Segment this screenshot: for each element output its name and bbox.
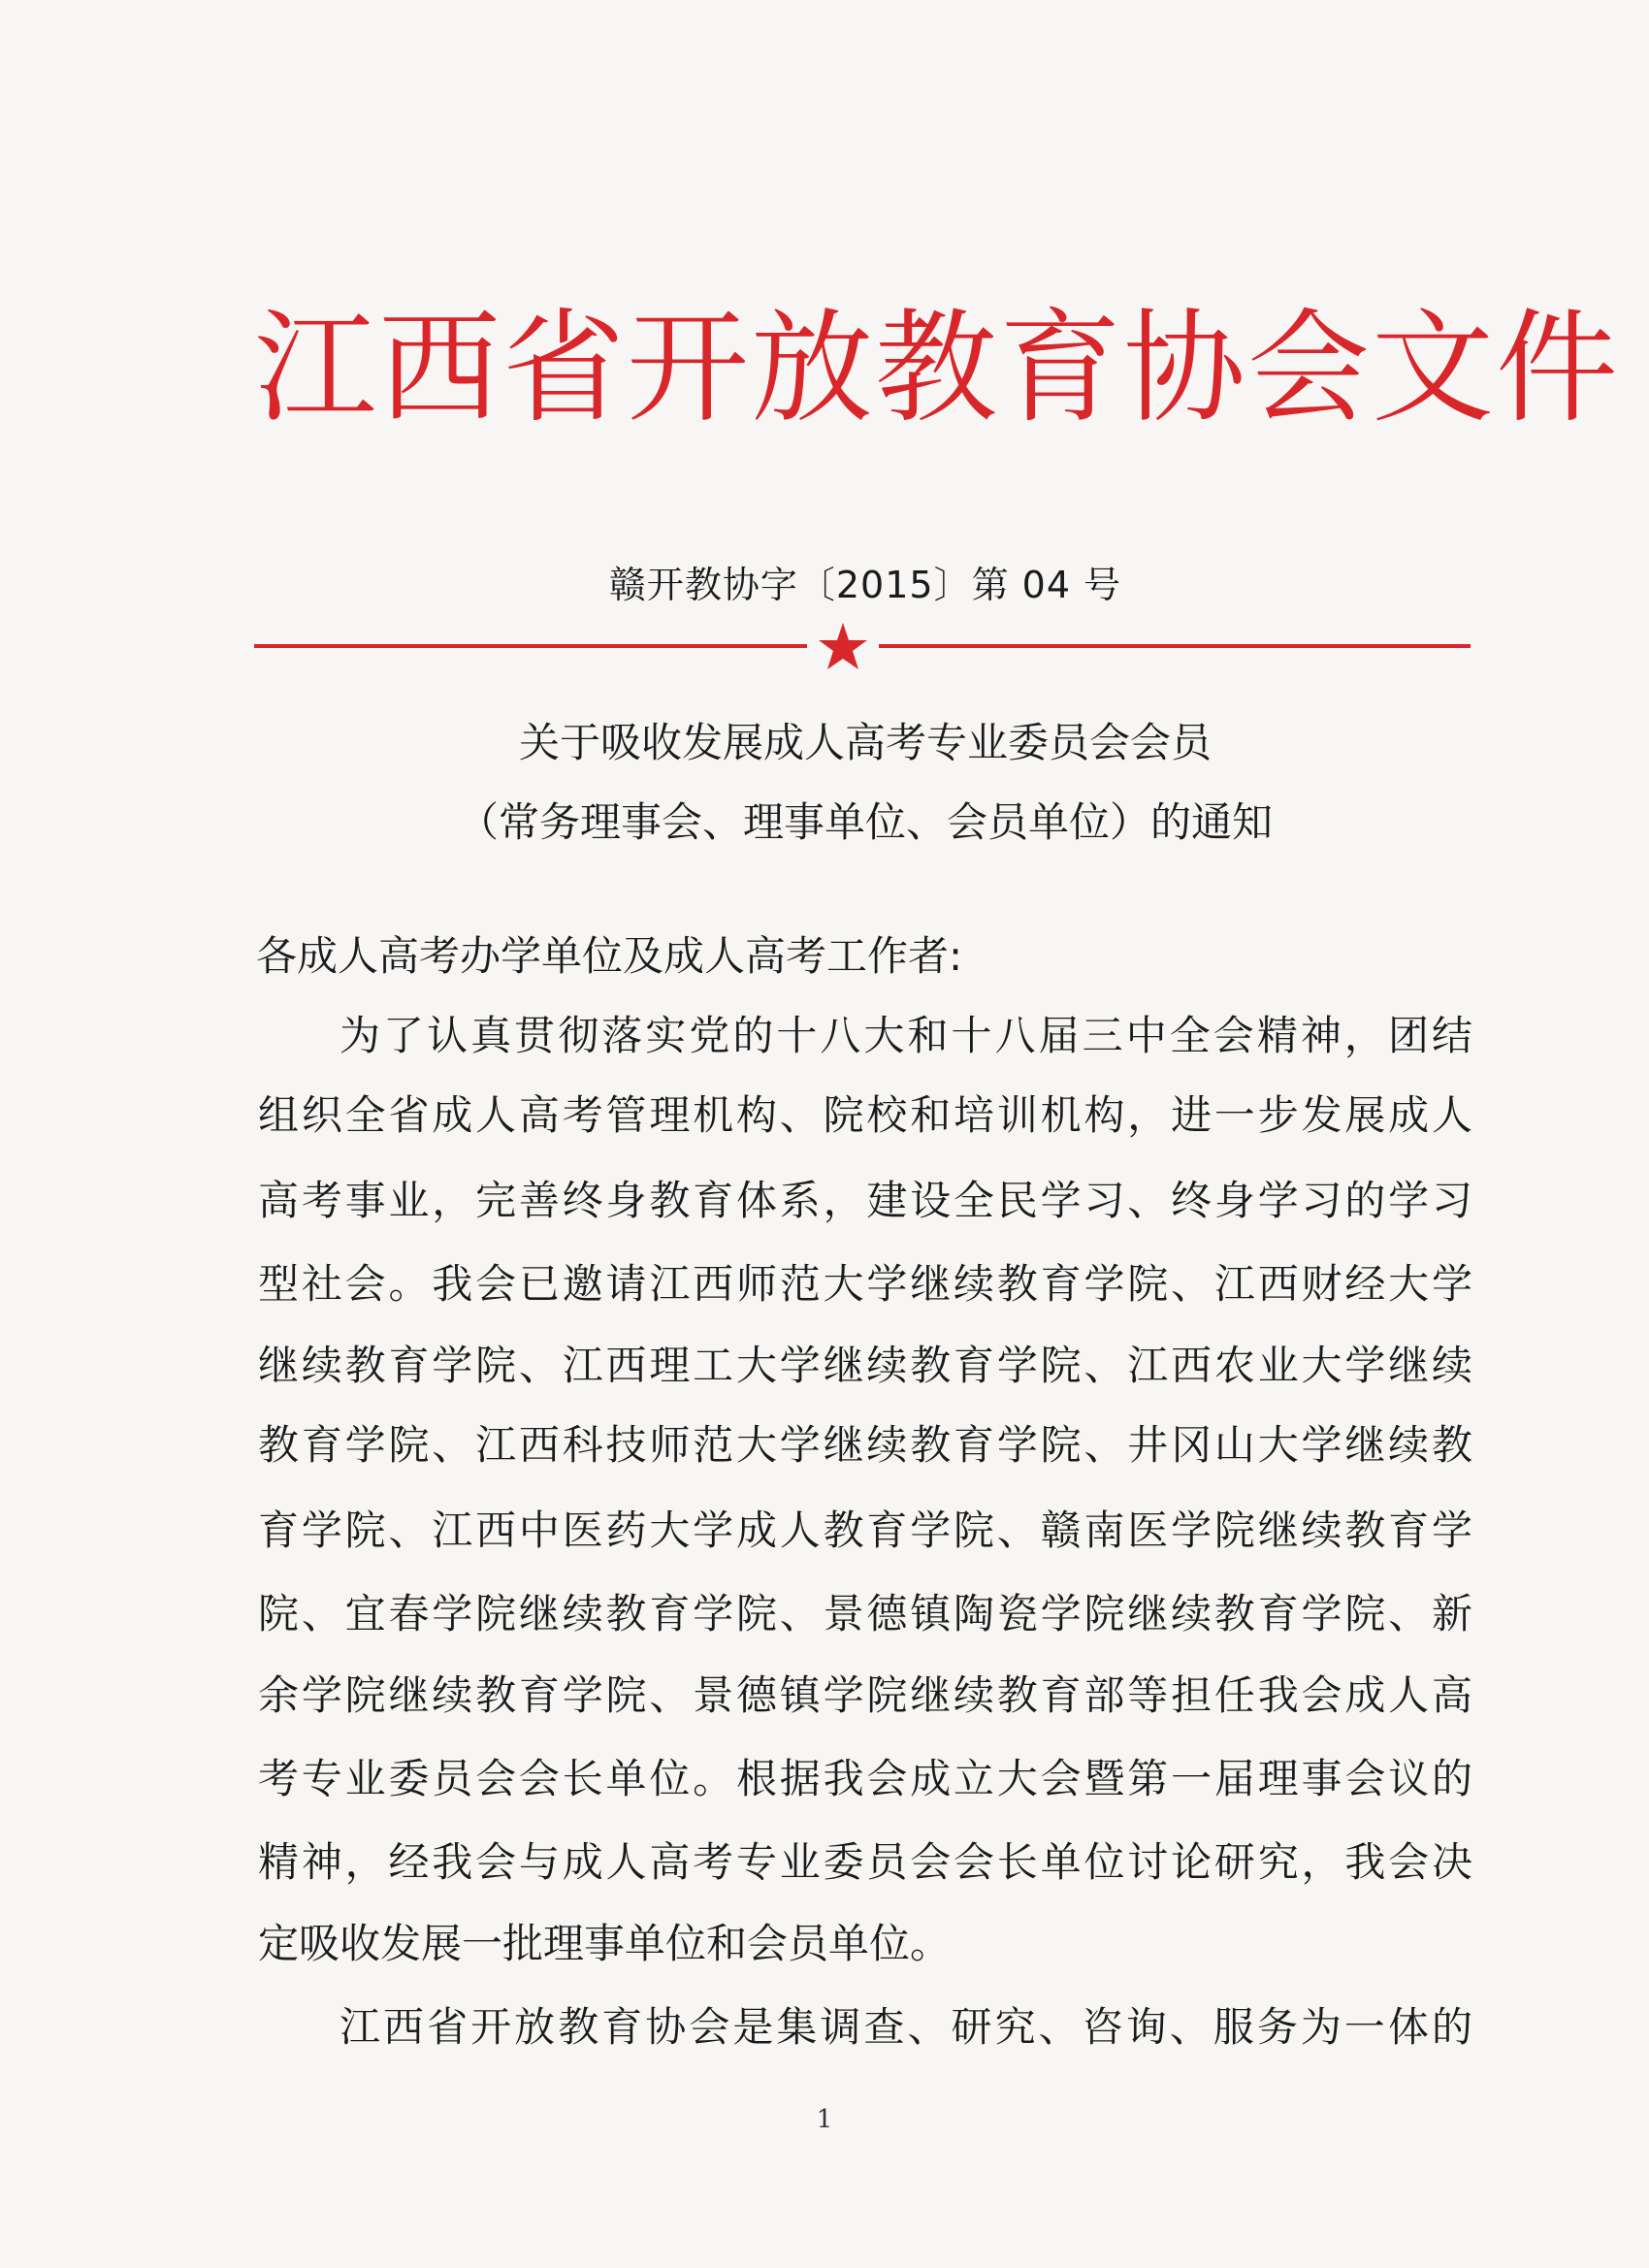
body-line: 精神，经我会与成人高考专业委员会会长单位讨论研究，我会决 xyxy=(258,1838,1472,1886)
header-divider-left xyxy=(254,644,807,648)
body-line: 教育学院、江西科技师范大学继续教育学院、井冈山大学继续教 xyxy=(258,1421,1472,1469)
document-header-title: 江西省开放教育协会文件 xyxy=(254,297,1620,439)
body-line: 组织全省成人高考管理机构、院校和培训机构，进一步发展成人 xyxy=(258,1091,1472,1139)
body-line: 定吸收发展一批理事单位和会员单位。 xyxy=(258,1920,952,1967)
header-divider-right xyxy=(879,644,1471,648)
body-line: 型社会。我会已邀请江西师范大学继续教育学院、江西财经大学 xyxy=(258,1260,1472,1308)
body-line: 高考事业，完善终身教育体系，建设全民学习、终身学习的学习 xyxy=(258,1177,1472,1224)
body-line: 考专业委员会会长单位。根据我会成立大会暨第一届理事会议的 xyxy=(258,1755,1472,1802)
star-icon xyxy=(818,621,868,671)
body-line: 院、宜春学院继续教育学院、景德镇陶瓷学院继续教育学院、新 xyxy=(258,1590,1472,1637)
salutation: 各成人高考办学单位及成人高考工作者: xyxy=(256,932,963,980)
notice-title-line-2: （常务理事会、理事单位、会员单位）的通知 xyxy=(457,798,1273,846)
page-number: 1 xyxy=(816,2105,833,2134)
body-line: 育学院、江西中医药大学成人教育学院、赣南医学院继续教育学 xyxy=(258,1507,1472,1554)
body-line: 江西省开放教育协会是集调查、研究、咨询、服务为一体的 xyxy=(340,2003,1472,2051)
document-number: 赣开教协字〔2015〕第 04 号 xyxy=(608,564,1122,606)
body-line: 为了认真贯彻落实党的十八大和十八届三中全会精神，团结 xyxy=(340,1012,1472,1059)
body-line: 余学院继续教育学院、景德镇学院继续教育部等担任我会成人高 xyxy=(258,1671,1472,1719)
notice-title-line-1: 关于吸收发展成人高考专业委员会会员 xyxy=(518,719,1212,766)
body-line: 继续教育学院、江西理工大学继续教育学院、江西农业大学继续 xyxy=(258,1342,1472,1389)
